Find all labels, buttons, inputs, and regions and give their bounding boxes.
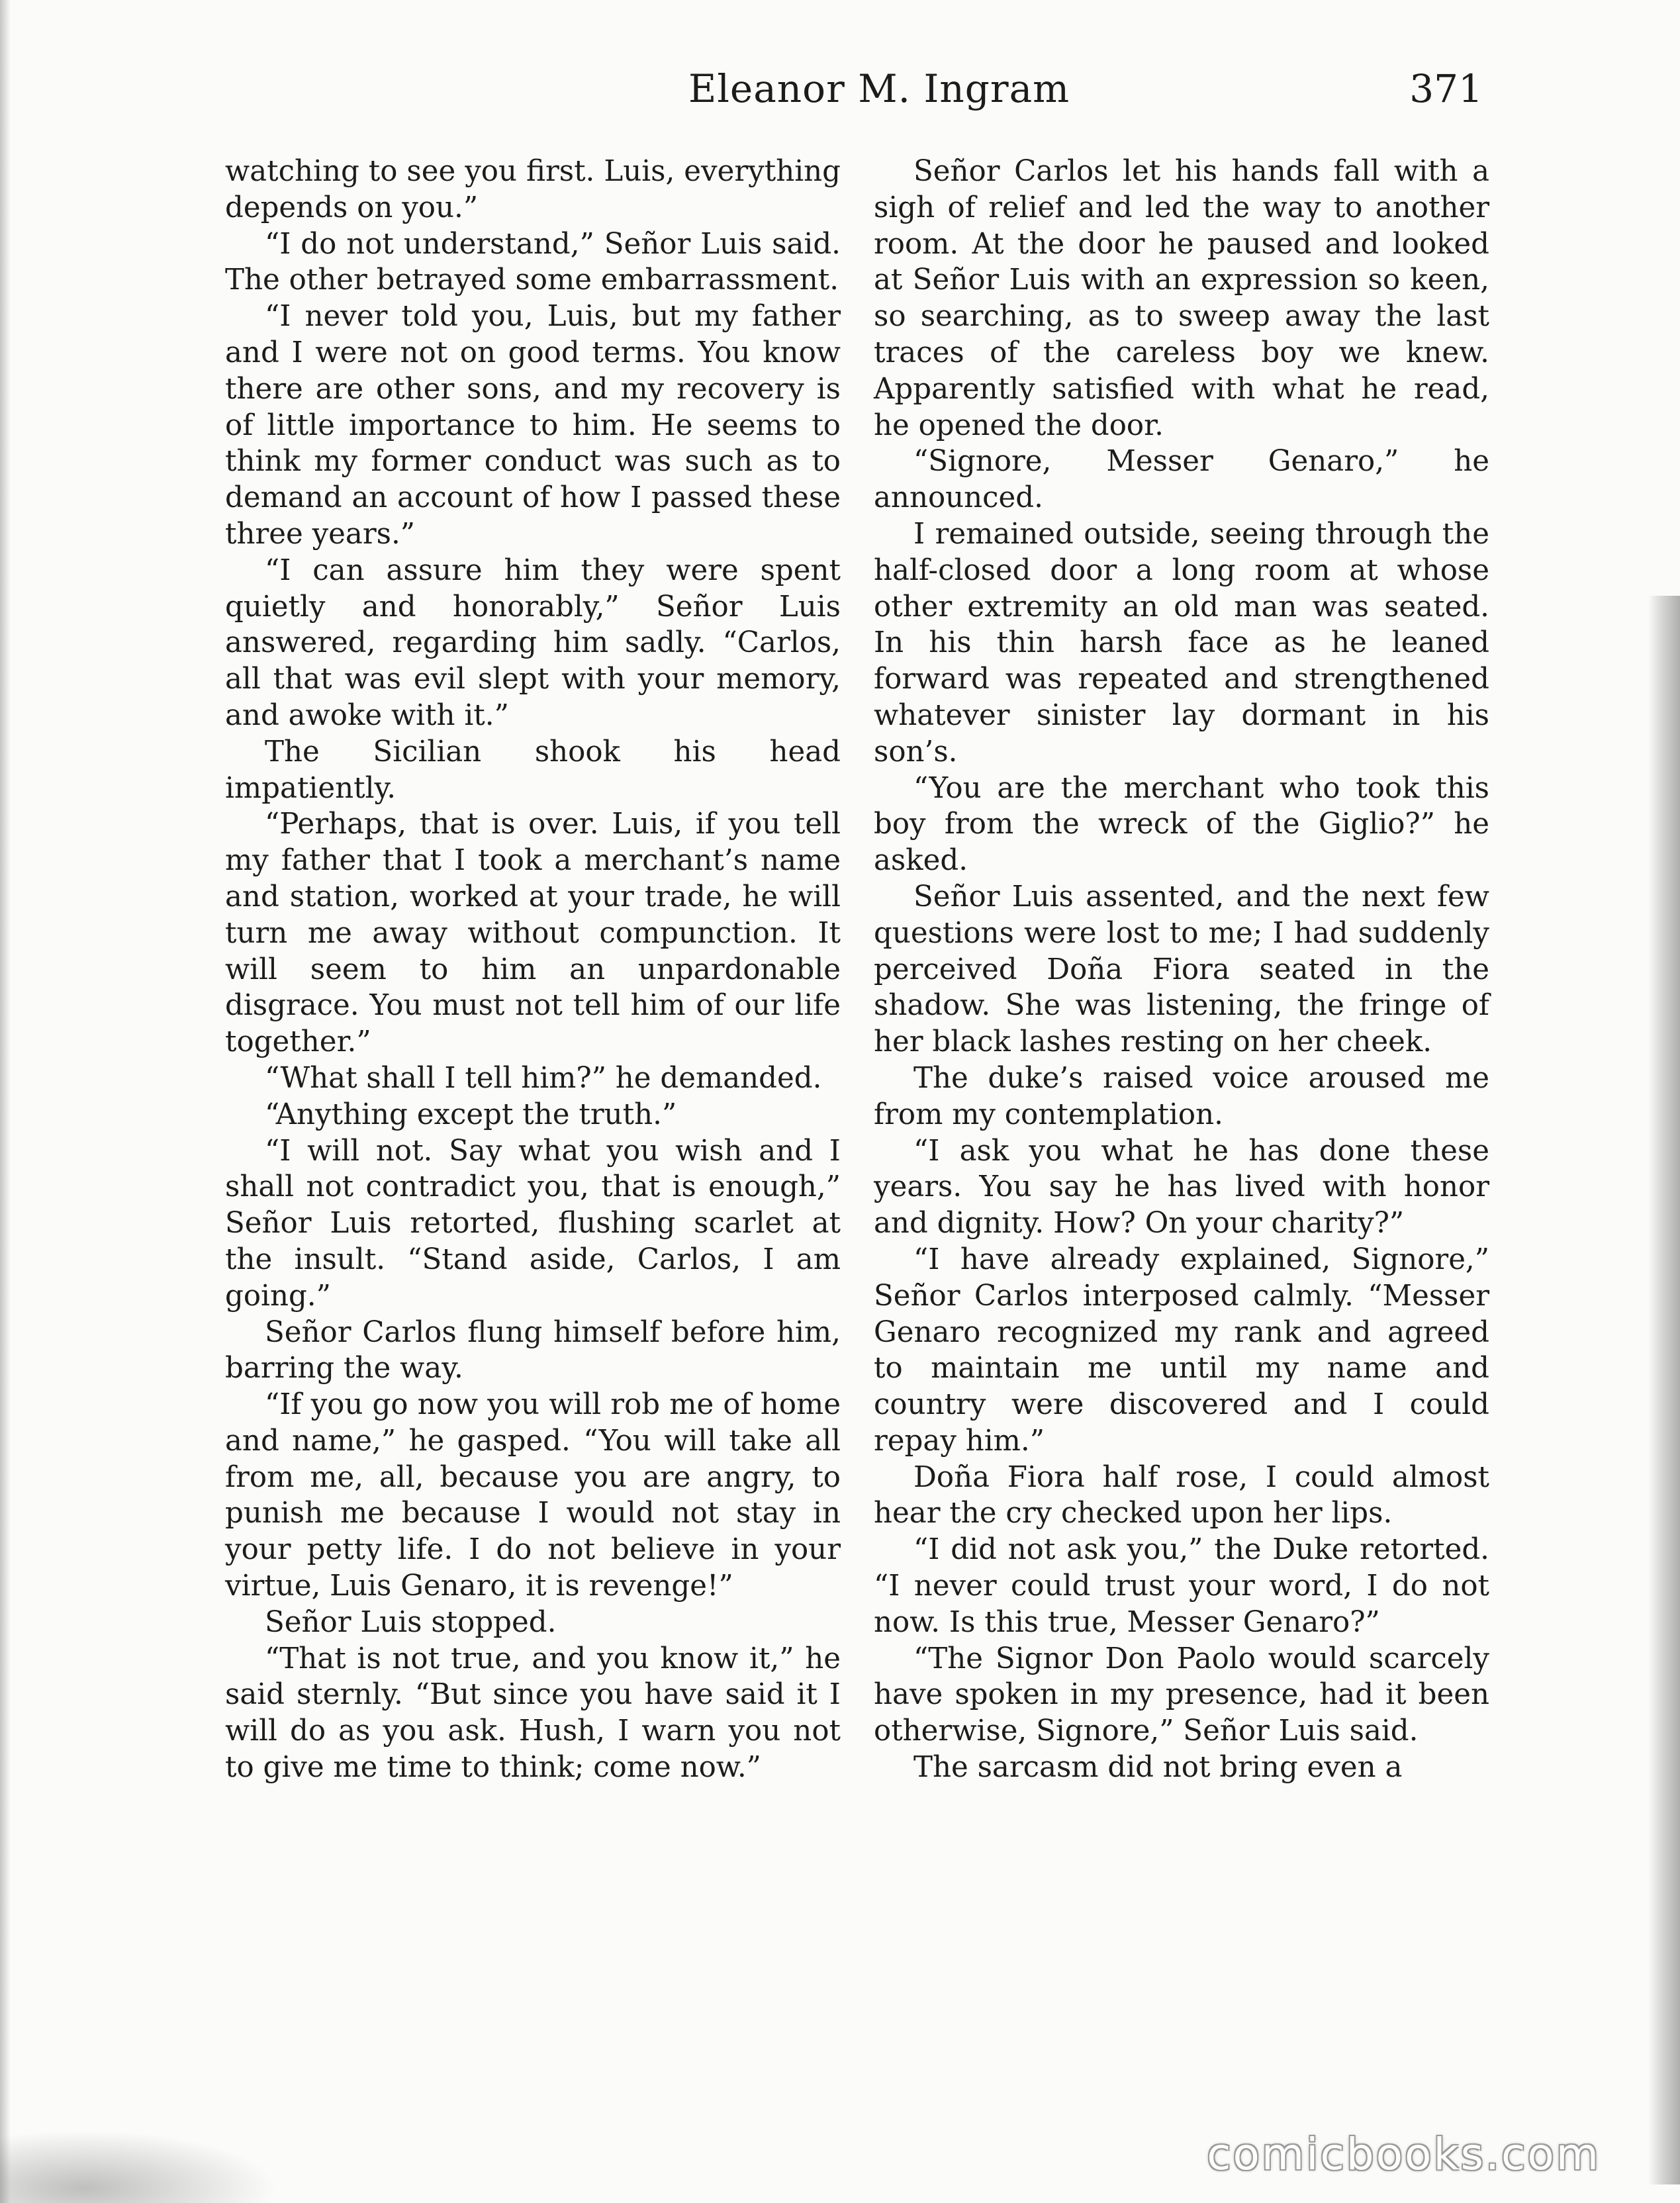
paragraph: “Signore, Messer Genaro,” he announced. (874, 445, 1489, 515)
watermark: comicbooks.com (1207, 2129, 1601, 2180)
paragraph: Señor Carlos flung himself before him, barring the way. (225, 1315, 841, 1385)
left-column (225, 154, 841, 1786)
paragraph: “That is not true, and you know it,” he said sternly. “But since you have said it I will do as you ask. Hush, I warn you not to give me time to think; come now.” (225, 1642, 841, 1785)
page-header (225, 66, 1483, 126)
paragraph: “I do not understand,” Señor Luis said. The other betrayed some embarrassment. (225, 227, 841, 297)
paragraph: Doña Fiora half rose, I could almost hear the cry checked upon her lips. (874, 1460, 1489, 1530)
page-number: 371 (1409, 66, 1483, 111)
paragraph: watching to see you first. Luis, everything depends on you.” (225, 155, 841, 224)
paragraph: “Anything except the truth.” (265, 1098, 677, 1131)
paragraph: Señor Luis assented, and the next few questions were lost to me; I had suddenly perceived Doña Fiora seated in the shadow. She was listening, the fringe of her black lashes resting on her cheek. (874, 880, 1489, 1059)
paragraph: “I can assure him they were spent quietly and honorably,” Señor Luis answered, regarding him sadly. “Carlos, all that was evil slept with your memory, and awoke with it.” (225, 553, 841, 732)
running-head: Eleanor M. Ingram (688, 66, 1070, 111)
paragraph: “Perhaps, that is over. Luis, if you tell my father that I took a merchant’s name and station, worked at your trade, he will turn me away without compunction. It will seem to him an unpardonable disgrace. You must not tell him of our life together.” (225, 808, 841, 1059)
scan-right-edge (1648, 596, 1680, 2184)
paragraph: “You are the merchant who took this boy from the wreck of the Giglio?” he asked. (874, 771, 1489, 878)
paragraph: “I never told you, Luis, but my father and I were not on good terms. You know there are other sons, and my recovery is of little importance to him. He seems to think my former conduct was such as to demand an account of how I passed these three years.” (225, 300, 841, 551)
paragraph: “I ask you what he has done these years. You say he has lived with honor and dignity. How? On your charity?” (874, 1134, 1489, 1241)
paragraph: The sarcasm did not bring even a (913, 1751, 1403, 1785)
paragraph: Señor Carlos let his hands fall with a sigh of relief and led the way to another room. At the door he paused and looked at Señor Luis with an expression so keen, so searching, as to sweep away the last traces of the careless boy we knew. Apparently satisfied with what he read, he opened the door. (874, 155, 1489, 442)
paragraph: “If you go now you will rob me of home and name,” he gasped. “You will take all from me, all, because you are angry, to punish me because I would not stay in your petty life. I do not believe in your virtue, Luis Genaro, it is revenge!” (225, 1388, 841, 1603)
paragraph: The Sicilian shook his head impatiently. (225, 735, 841, 805)
paragraph: I remained outside, seeing through the half-closed door a long room at whose other extremity an old man was seated. In his thin harsh face as he leaned forward was repeated and strengthened whatever sinister lay dormant in his son’s. (874, 517, 1489, 769)
paragraph: “I have already explained, Signore,” Señor Carlos interposed calmly. “Messer Genaro recognized my rank and agreed to maintain me until my name and country were discovered and I could repay him.” (874, 1242, 1489, 1458)
paragraph: “I will not. Say what you wish and I shall not contradict you, that is enough,” Señor Luis retorted, flushing scarlet at the insult. “Stand aside, Carlos, I am going.” (225, 1134, 841, 1313)
right-column (874, 154, 1489, 1786)
scan-left-edge (0, 0, 11, 2203)
paragraph: “The Signor Don Paolo would scarcely have spoken in my presence, had it been otherwise, Signore,” Señor Luis said. (874, 1642, 1489, 1748)
scan-smudge (0, 2130, 278, 2203)
paragraph: Señor Luis stopped. (265, 1605, 557, 1639)
paragraph: “What shall I tell him?” he demanded. (265, 1061, 822, 1095)
paragraph: The duke’s raised voice aroused me from my contemplation. (874, 1061, 1489, 1131)
paragraph: “I did not ask you,” the Duke retorted. “I never could trust your word, I do not now. Is this true, Messer Genaro?” (874, 1533, 1489, 1639)
